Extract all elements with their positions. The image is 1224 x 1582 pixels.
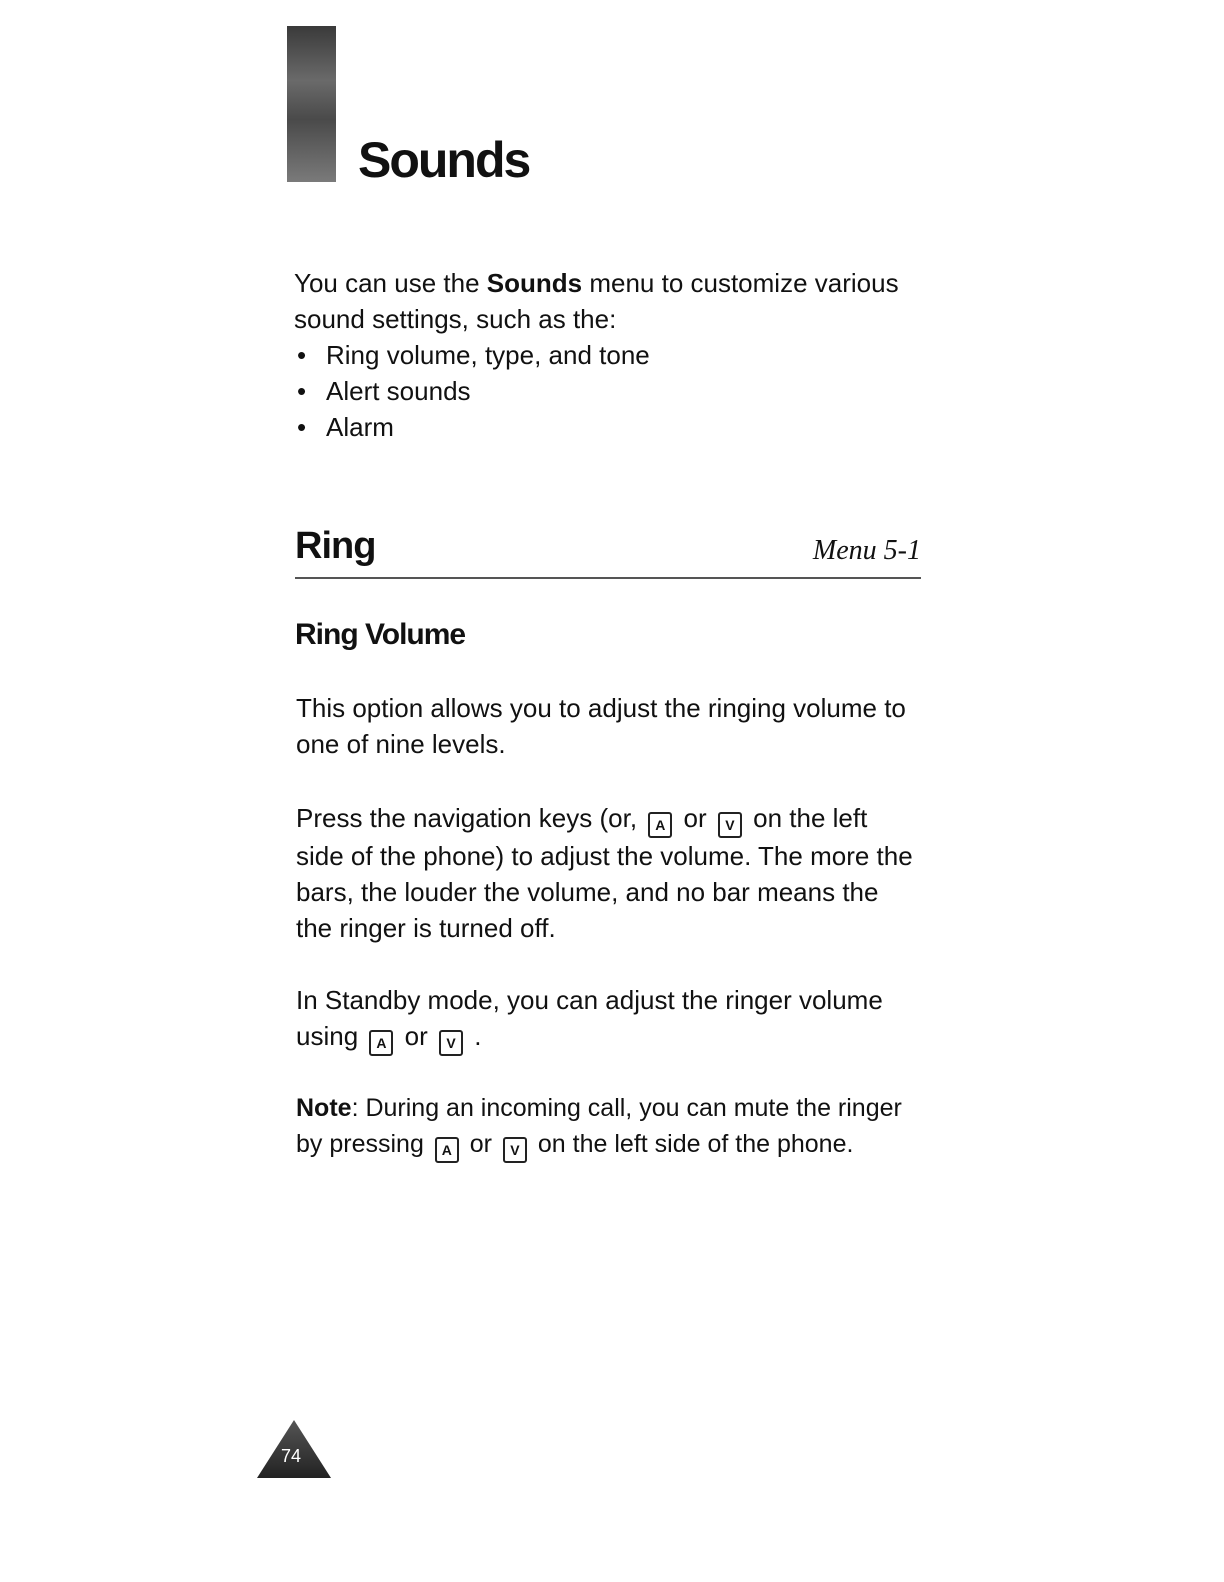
intro-lead: You can use the — [294, 268, 487, 298]
paragraph-standby — [296, 982, 936, 1056]
list-item: • Alarm — [294, 409, 914, 445]
note-label: Note — [296, 1094, 352, 1122]
volume-down-key-icon: V — [718, 812, 742, 838]
p2-text-b: on the left side of the phone) to adjust the volume. The more the bars, the louder the volume, and no bar means the the ringer is turned off. — [296, 803, 913, 943]
list-item: • Ring volume, type, and tone — [294, 337, 914, 373]
note-text-b: on the left side of the phone. — [537, 1130, 854, 1158]
list-item: • Alert sounds — [294, 373, 914, 409]
intro-paragraph — [294, 265, 914, 337]
p2-or: or — [683, 803, 707, 833]
volume-up-key-icon: A — [435, 1137, 459, 1163]
menu-reference: Menu 5-1 — [812, 535, 921, 566]
section-header — [295, 525, 921, 579]
intro-block — [294, 265, 914, 445]
note-text-a: : During an incoming call, you can mute the ringer by pressing — [296, 1094, 902, 1158]
volume-up-key-icon: A — [648, 812, 672, 838]
note-or: or — [469, 1130, 492, 1158]
paragraph-levels: This option allows you to adjust the ringing volume to one of nine levels. — [296, 693, 906, 759]
volume-down-key-icon: V — [503, 1137, 527, 1163]
p3-end: . — [474, 1021, 482, 1051]
subsection-title: Ring Volume — [295, 618, 466, 651]
section-title: Ring — [295, 525, 376, 567]
intro-bullet-list — [294, 337, 914, 445]
p3-text-a: In Standby mode, you can adjust the ringer volume using — [296, 985, 883, 1051]
intro-bold-term: Sounds — [486, 268, 583, 298]
intro-rest: menu to customize various sound settings, such as the: — [294, 268, 899, 334]
paragraph-navigation — [296, 800, 916, 946]
chapter-title: Sounds — [358, 132, 530, 188]
volume-up-key-icon: A — [369, 1030, 393, 1056]
note-paragraph — [296, 1090, 926, 1163]
page-number: 74 — [281, 1446, 302, 1466]
chapter-tab-marker — [287, 26, 336, 182]
p2-text-a: Press the navigation keys (or, — [296, 803, 638, 833]
volume-down-key-icon: V — [439, 1030, 463, 1056]
p3-or: or — [404, 1021, 428, 1051]
